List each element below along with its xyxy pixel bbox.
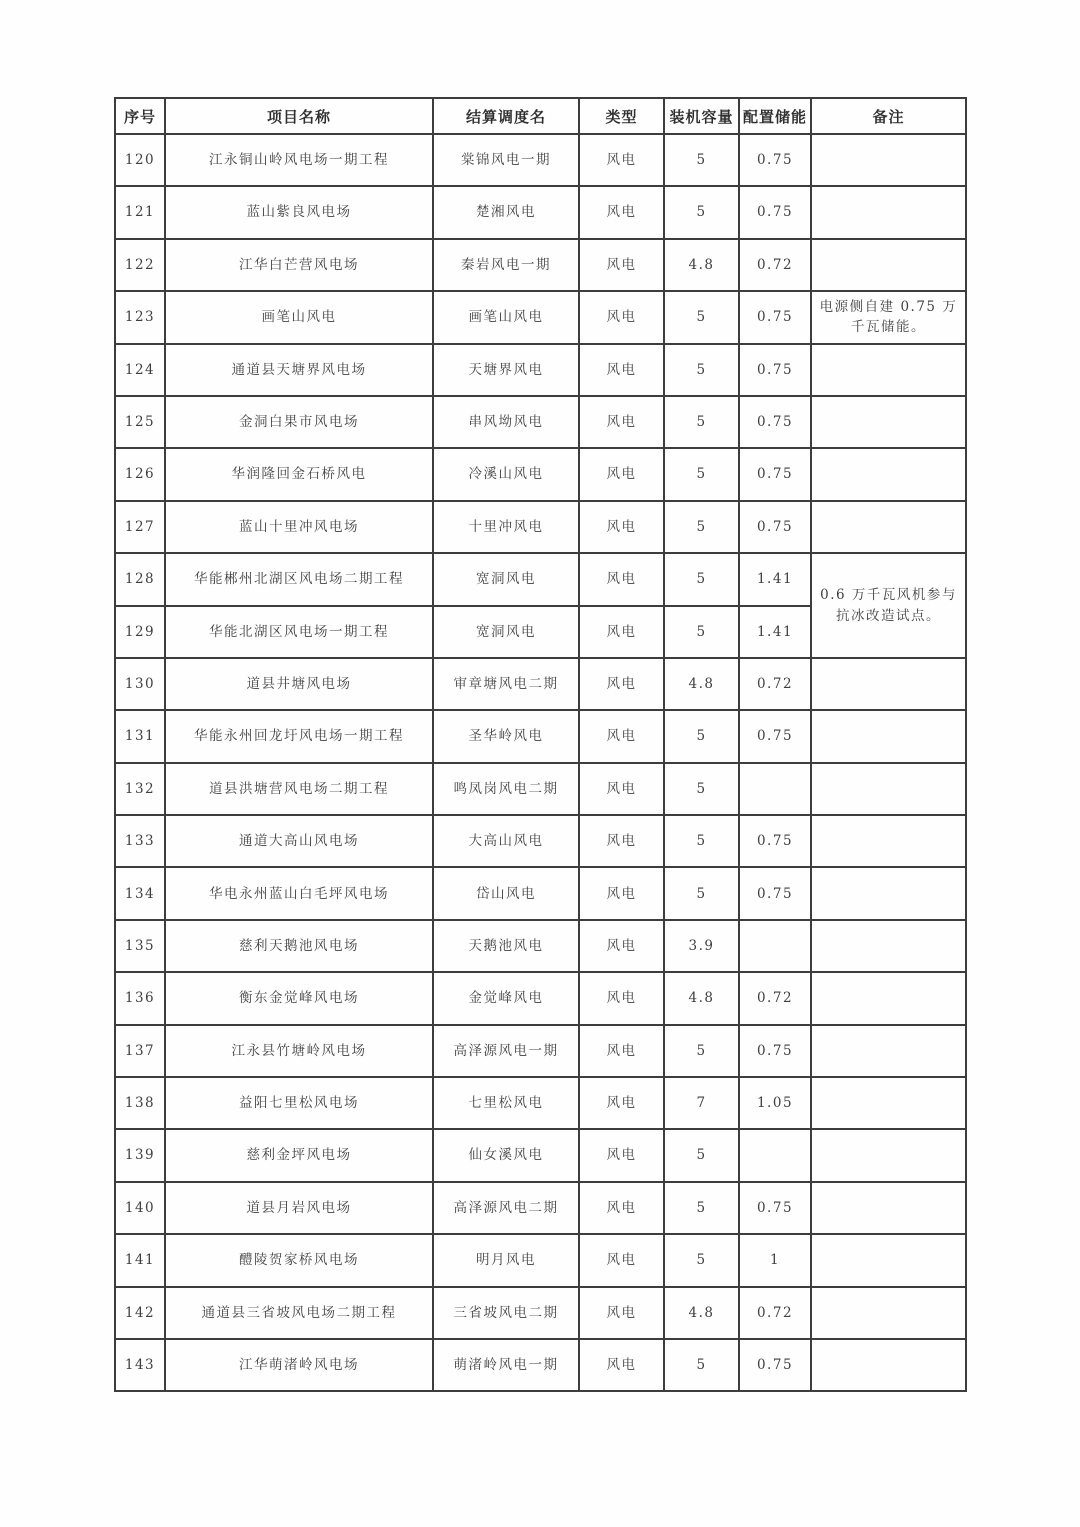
cell-storage: 0.75: [739, 710, 811, 762]
cell-remark: [811, 1077, 966, 1129]
cell-project-name: 道县月岩风电场: [165, 1182, 433, 1234]
cell-capacity: 5: [664, 553, 739, 605]
cell-dispatch-name: 高泽源风电一期: [433, 1025, 579, 1077]
cell-capacity: 5: [664, 396, 739, 448]
cell-capacity: 4.8: [664, 239, 739, 291]
cell-storage: 0.75: [739, 815, 811, 867]
table-row: [115, 501, 966, 553]
cell-dispatch-name: 串风坳风电: [433, 396, 579, 448]
table-row: [115, 1234, 966, 1286]
cell-remark: [811, 134, 966, 186]
table-row: [115, 710, 966, 762]
table-row: [115, 815, 966, 867]
cell-remark: [811, 867, 966, 919]
cell-storage: [739, 763, 811, 815]
cell-type: 风电: [579, 291, 664, 343]
cell-dispatch-name: 天鹅池风电: [433, 920, 579, 972]
cell-serial: 143: [115, 1339, 165, 1391]
cell-type: 风电: [579, 239, 664, 291]
col-header-type: 类型: [579, 98, 664, 134]
cell-type: 风电: [579, 134, 664, 186]
cell-capacity: 4.8: [664, 1287, 739, 1339]
cell-serial: 134: [115, 867, 165, 919]
cell-storage: 0.75: [739, 186, 811, 238]
cell-project-name: 江永县竹塘岭风电场: [165, 1025, 433, 1077]
col-header-dispatch-name: 结算调度名: [433, 98, 579, 134]
cell-serial: 129: [115, 606, 165, 658]
cell-type: 风电: [579, 1339, 664, 1391]
cell-serial: 135: [115, 920, 165, 972]
cell-storage: [739, 1129, 811, 1181]
cell-serial: 141: [115, 1234, 165, 1286]
cell-remark: [811, 344, 966, 396]
cell-capacity: 5: [664, 186, 739, 238]
cell-remark: [811, 501, 966, 553]
cell-type: 风电: [579, 920, 664, 972]
table-row: [115, 1077, 966, 1129]
cell-type: 风电: [579, 448, 664, 500]
cell-project-name: 金洞白果市风电场: [165, 396, 433, 448]
cell-remark: [811, 1339, 966, 1391]
cell-capacity: 5: [664, 1234, 739, 1286]
table-header-row: [115, 98, 966, 134]
table-body: [115, 134, 966, 1391]
cell-storage: 0.75: [739, 134, 811, 186]
cell-remark: [811, 1287, 966, 1339]
cell-capacity: 5: [664, 1129, 739, 1181]
cell-type: 风电: [579, 344, 664, 396]
cell-capacity: 4.8: [664, 972, 739, 1024]
cell-remark: [811, 763, 966, 815]
cell-type: 风电: [579, 1025, 664, 1077]
cell-type: 风电: [579, 1077, 664, 1129]
cell-type: 风电: [579, 396, 664, 448]
cell-dispatch-name: 秦岩风电一期: [433, 239, 579, 291]
cell-type: 风电: [579, 815, 664, 867]
cell-storage: 0.75: [739, 396, 811, 448]
cell-capacity: 5: [664, 606, 739, 658]
table-row: [115, 239, 966, 291]
col-header-project-name: 项目名称: [165, 98, 433, 134]
cell-serial: 125: [115, 396, 165, 448]
cell-remark: [811, 658, 966, 710]
cell-project-name: 通道大高山风电场: [165, 815, 433, 867]
cell-remark: [811, 1129, 966, 1181]
table-row: [115, 972, 966, 1024]
cell-serial: 130: [115, 658, 165, 710]
table-row: [115, 344, 966, 396]
cell-project-name: 蓝山紫良风电场: [165, 186, 433, 238]
cell-project-name: 华能永州回龙圩风电场一期工程: [165, 710, 433, 762]
cell-type: 风电: [579, 606, 664, 658]
cell-serial: 131: [115, 710, 165, 762]
cell-capacity: 5: [664, 1339, 739, 1391]
cell-capacity: 5: [664, 763, 739, 815]
cell-type: 风电: [579, 501, 664, 553]
cell-capacity: 5: [664, 344, 739, 396]
cell-storage: 0.75: [739, 1182, 811, 1234]
cell-project-name: 江华白芒营风电场: [165, 239, 433, 291]
wind-project-table: [114, 97, 967, 1392]
table-row: [115, 186, 966, 238]
cell-project-name: 醴陵贺家桥风电场: [165, 1234, 433, 1286]
cell-project-name: 道县井塘风电场: [165, 658, 433, 710]
cell-dispatch-name: 棠锦风电一期: [433, 134, 579, 186]
cell-type: 风电: [579, 186, 664, 238]
cell-storage: 1.41: [739, 553, 811, 605]
cell-dispatch-name: 萌渚岭风电一期: [433, 1339, 579, 1391]
cell-type: 风电: [579, 1182, 664, 1234]
col-header-serial: 序号: [115, 98, 165, 134]
cell-capacity: 7: [664, 1077, 739, 1129]
cell-capacity: 5: [664, 134, 739, 186]
cell-dispatch-name: 仙女溪风电: [433, 1129, 579, 1181]
cell-storage: 0.75: [739, 291, 811, 343]
cell-remark: [811, 448, 966, 500]
cell-storage: 1.05: [739, 1077, 811, 1129]
table-row: [115, 396, 966, 448]
cell-serial: 127: [115, 501, 165, 553]
cell-project-name: 画笔山风电: [165, 291, 433, 343]
cell-capacity: 5: [664, 867, 739, 919]
cell-project-name: 华能郴州北湖区风电场二期工程: [165, 553, 433, 605]
cell-type: 风电: [579, 1129, 664, 1181]
cell-serial: 126: [115, 448, 165, 500]
cell-remark: [811, 1025, 966, 1077]
cell-dispatch-name: 明月风电: [433, 1234, 579, 1286]
cell-capacity: 3.9: [664, 920, 739, 972]
cell-type: 风电: [579, 1234, 664, 1286]
cell-project-name: 衡东金觉峰风电场: [165, 972, 433, 1024]
cell-dispatch-name: 冷溪山风电: [433, 448, 579, 500]
cell-project-name: 慈利天鹅池风电场: [165, 920, 433, 972]
cell-project-name: 蓝山十里冲风电场: [165, 501, 433, 553]
cell-dispatch-name: 圣华岭风电: [433, 710, 579, 762]
cell-storage: 0.72: [739, 658, 811, 710]
cell-capacity: 5: [664, 1182, 739, 1234]
table-row: [115, 1025, 966, 1077]
cell-remark: [811, 710, 966, 762]
cell-type: 风电: [579, 1287, 664, 1339]
table-row: [115, 1182, 966, 1234]
cell-capacity: 5: [664, 815, 739, 867]
cell-remark: [811, 239, 966, 291]
table-row: [115, 553, 966, 605]
cell-dispatch-name: 三省坡风电二期: [433, 1287, 579, 1339]
cell-serial: 139: [115, 1129, 165, 1181]
cell-serial: 120: [115, 134, 165, 186]
cell-storage: [739, 920, 811, 972]
cell-dispatch-name: 宽洞风电: [433, 553, 579, 605]
cell-project-name: 华润隆回金石桥风电: [165, 448, 433, 500]
cell-type: 风电: [579, 972, 664, 1024]
cell-serial: 140: [115, 1182, 165, 1234]
cell-dispatch-name: 十里冲风电: [433, 501, 579, 553]
cell-type: 风电: [579, 763, 664, 815]
cell-dispatch-name: 审章塘风电二期: [433, 658, 579, 710]
cell-dispatch-name: 天塘界风电: [433, 344, 579, 396]
cell-serial: 137: [115, 1025, 165, 1077]
cell-serial: 128: [115, 553, 165, 605]
cell-dispatch-name: 岱山风电: [433, 867, 579, 919]
cell-storage: 0.75: [739, 344, 811, 396]
cell-remark: [811, 972, 966, 1024]
table-row: [115, 920, 966, 972]
cell-project-name: 江永铜山岭风电场一期工程: [165, 134, 433, 186]
cell-dispatch-name: 高泽源风电二期: [433, 1182, 579, 1234]
cell-capacity: 5: [664, 710, 739, 762]
cell-project-name: 益阳七里松风电场: [165, 1077, 433, 1129]
cell-serial: 138: [115, 1077, 165, 1129]
cell-project-name: 道县洪塘营风电场二期工程: [165, 763, 433, 815]
cell-dispatch-name: 宽洞风电: [433, 606, 579, 658]
cell-serial: 133: [115, 815, 165, 867]
cell-remark: [811, 815, 966, 867]
cell-dispatch-name: 金觉峰风电: [433, 972, 579, 1024]
table-row: [115, 1287, 966, 1339]
cell-type: 风电: [579, 553, 664, 605]
cell-capacity: 4.8: [664, 658, 739, 710]
cell-remark: [811, 186, 966, 238]
cell-type: 风电: [579, 867, 664, 919]
cell-project-name: 华电永州蓝山白毛坪风电场: [165, 867, 433, 919]
cell-dispatch-name: 鸣凤岗风电二期: [433, 763, 579, 815]
table-row: [115, 658, 966, 710]
cell-remark: [811, 396, 966, 448]
cell-remark: 电源侧自建 0.75 万千瓦储能。: [811, 291, 966, 343]
cell-storage: 1: [739, 1234, 811, 1286]
table-row: [115, 291, 966, 343]
cell-capacity: 5: [664, 448, 739, 500]
cell-storage: 0.75: [739, 1339, 811, 1391]
cell-storage: 0.75: [739, 1025, 811, 1077]
cell-storage: 0.72: [739, 1287, 811, 1339]
cell-remark: [811, 1234, 966, 1286]
cell-capacity: 5: [664, 501, 739, 553]
cell-storage: 0.75: [739, 501, 811, 553]
cell-remark: 0.6 万千瓦风机参与抗冰改造试点。: [811, 553, 966, 658]
col-header-capacity: 装机容量: [664, 98, 739, 134]
cell-serial: 124: [115, 344, 165, 396]
cell-capacity: 5: [664, 291, 739, 343]
cell-dispatch-name: 画笔山风电: [433, 291, 579, 343]
cell-storage: 0.75: [739, 448, 811, 500]
cell-serial: 121: [115, 186, 165, 238]
col-header-remark: 备注: [811, 98, 966, 134]
cell-project-name: 华能北湖区风电场一期工程: [165, 606, 433, 658]
cell-serial: 122: [115, 239, 165, 291]
cell-dispatch-name: 大高山风电: [433, 815, 579, 867]
cell-remark: [811, 920, 966, 972]
cell-project-name: 通道县天塘界风电场: [165, 344, 433, 396]
cell-storage: 0.72: [739, 972, 811, 1024]
cell-capacity: 5: [664, 1025, 739, 1077]
cell-storage: 1.41: [739, 606, 811, 658]
table-row: [115, 867, 966, 919]
cell-remark: [811, 1182, 966, 1234]
cell-storage: 0.75: [739, 867, 811, 919]
col-header-storage: 配置储能: [739, 98, 811, 134]
cell-type: 风电: [579, 710, 664, 762]
cell-serial: 136: [115, 972, 165, 1024]
cell-serial: 123: [115, 291, 165, 343]
cell-project-name: 江华萌渚岭风电场: [165, 1339, 433, 1391]
table-row: [115, 763, 966, 815]
table-row: [115, 448, 966, 500]
cell-serial: 132: [115, 763, 165, 815]
cell-dispatch-name: 楚湘风电: [433, 186, 579, 238]
cell-type: 风电: [579, 658, 664, 710]
table-row: [115, 1339, 966, 1391]
table-row: [115, 134, 966, 186]
cell-project-name: 慈利金坪风电场: [165, 1129, 433, 1181]
table-row: [115, 1129, 966, 1181]
cell-serial: 142: [115, 1287, 165, 1339]
cell-project-name: 通道县三省坡风电场二期工程: [165, 1287, 433, 1339]
cell-dispatch-name: 七里松风电: [433, 1077, 579, 1129]
cell-storage: 0.72: [739, 239, 811, 291]
